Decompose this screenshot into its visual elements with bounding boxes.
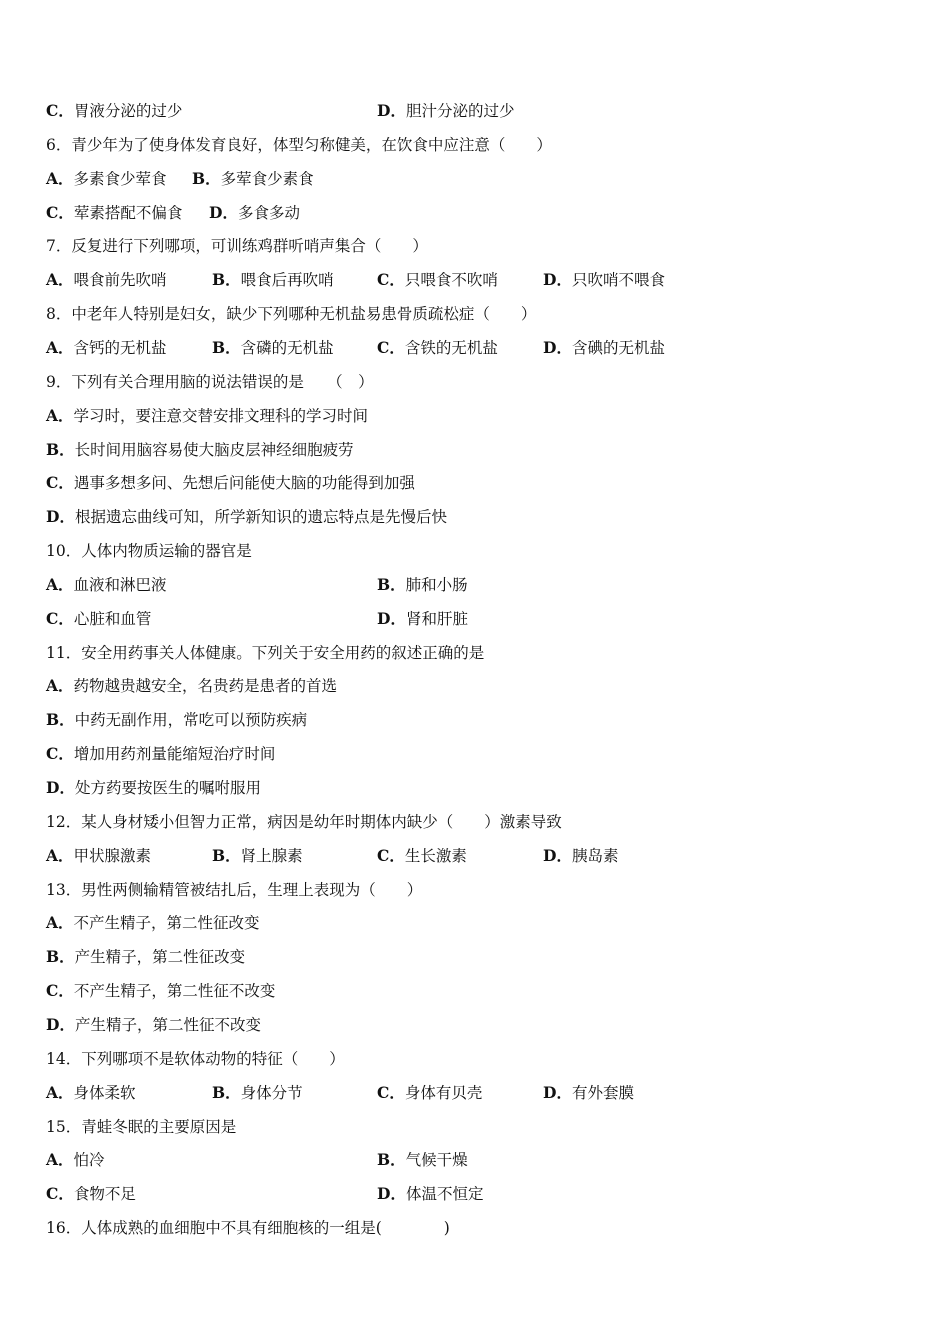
- option-text: 生长激素: [404, 846, 467, 865]
- question-text: 10．人体内物质运输的器官是: [46, 542, 252, 561]
- option-text: 喂食后再吹哨: [240, 271, 334, 290]
- question-text: 16．人体成熟的血细胞中不具有细胞核的一组是( ): [46, 1219, 450, 1238]
- question-text: 9．下列有关合理用脑的说法错误的是 （ ）: [46, 372, 374, 391]
- answer-option[interactable]: [46, 167, 167, 191]
- answer-option[interactable]: [377, 1182, 483, 1206]
- question-text: 7．反复进行下列哪项，可训练鸡群听哨声集合（ ）: [46, 237, 428, 256]
- option-letter: B．: [212, 1082, 241, 1102]
- option-text: 含碘的无机盐: [571, 338, 665, 357]
- answer-option[interactable]: [377, 268, 498, 292]
- question-text: 13．男性两侧输精管被结扎后，生理上表现为（ ）: [46, 880, 423, 899]
- option-text: 增加用药剂量能缩短治疗时间: [73, 745, 276, 764]
- question-stem: [46, 133, 552, 157]
- answer-option[interactable]: [46, 708, 307, 732]
- option-text: 血液和淋巴液: [73, 575, 167, 594]
- option-letter: C．: [46, 1184, 74, 1204]
- option-text: 多食多动: [237, 203, 300, 222]
- answer-option[interactable]: [212, 844, 303, 868]
- answer-option[interactable]: [46, 776, 261, 800]
- question-stem: [46, 1115, 236, 1139]
- answer-option[interactable]: [377, 336, 498, 360]
- option-text: 产生精子，第二性征不改变: [74, 1015, 261, 1034]
- option-text: 含钙的无机盐: [73, 338, 167, 357]
- answer-option[interactable]: [377, 607, 468, 631]
- option-text: 体温不恒定: [405, 1185, 484, 1204]
- option-text: 多荤食少素食: [220, 169, 314, 188]
- option-text: 怕冷: [73, 1151, 105, 1170]
- question-text: 11．安全用药事关人体健康。下列关于安全用药的叙述正确的是: [46, 643, 485, 662]
- option-letter: B．: [212, 337, 241, 357]
- option-letter: B．: [212, 270, 241, 290]
- option-letter: D．: [46, 778, 75, 797]
- question-stem: [46, 1216, 450, 1240]
- answer-option[interactable]: [46, 607, 151, 631]
- answer-option[interactable]: [212, 1081, 303, 1105]
- option-text: 处方药要按医生的嘱咐服用: [74, 779, 261, 797]
- option-letter: D．: [46, 1014, 75, 1034]
- option-text: 多素食少荤食: [73, 169, 167, 188]
- option-letter: C．: [377, 337, 405, 357]
- option-letter: B．: [46, 947, 75, 967]
- option-letter: D．: [543, 337, 572, 357]
- answer-option[interactable]: [46, 471, 415, 495]
- answer-option[interactable]: [212, 268, 334, 292]
- question-text: 8．中老年人特别是妇女，缺少下列哪种无机盐易患骨质疏松症（ ）: [46, 305, 537, 324]
- answer-option[interactable]: [192, 167, 314, 191]
- option-letter: B．: [192, 168, 221, 188]
- question-text: 15．青蛙冬眠的主要原因是: [46, 1117, 237, 1136]
- option-text: 中药无副作用，常吃可以预防疾病: [74, 711, 308, 730]
- option-letter: C．: [46, 608, 74, 628]
- answer-option[interactable]: [46, 911, 260, 935]
- answer-option[interactable]: [543, 336, 665, 360]
- option-text: 学习时，要注意交替安排文理科的学习时间: [73, 406, 369, 425]
- answer-option[interactable]: [46, 1081, 136, 1105]
- option-letter: A．: [46, 845, 74, 865]
- answer-option[interactable]: [46, 1148, 105, 1172]
- option-text: 心脏和血管: [73, 609, 152, 628]
- option-letter: A．: [46, 405, 74, 425]
- option-letter: D．: [543, 845, 572, 865]
- option-text: 只吹哨不喂食: [571, 271, 665, 290]
- question-stem: [46, 1047, 345, 1071]
- answer-option[interactable]: [46, 1182, 136, 1206]
- question-stem: [46, 878, 422, 902]
- answer-option[interactable]: [46, 201, 182, 225]
- option-letter: A．: [46, 337, 74, 357]
- option-letter: A．: [46, 270, 74, 290]
- option-text: 胆汁分泌的过少: [405, 102, 515, 120]
- option-letter: A．: [46, 1082, 74, 1102]
- answer-option[interactable]: [377, 1148, 468, 1172]
- answer-option[interactable]: [46, 505, 447, 529]
- option-text: 胃液分泌的过少: [73, 102, 183, 120]
- answer-option[interactable]: [209, 201, 300, 225]
- option-letter: D．: [543, 1082, 572, 1102]
- option-letter: C．: [46, 101, 74, 120]
- option-letter: C．: [377, 1082, 405, 1102]
- option-text: 荤素搭配不偏食: [73, 203, 183, 222]
- answer-option[interactable]: [46, 404, 368, 428]
- answer-option[interactable]: [46, 742, 275, 766]
- answer-option[interactable]: [46, 979, 275, 1003]
- question-stem: [46, 370, 374, 394]
- option-letter: C．: [377, 270, 405, 290]
- option-text: 有外套膜: [571, 1083, 634, 1102]
- option-text: 产生精子，第二性征改变: [74, 948, 246, 967]
- question-text: 6．青少年为了使身体发育良好，体型匀称健美，在饮食中应注意（ ）: [46, 135, 552, 154]
- option-letter: D．: [543, 270, 572, 290]
- answer-option[interactable]: [543, 1081, 634, 1105]
- answer-option[interactable]: [46, 674, 337, 698]
- answer-option[interactable]: [46, 438, 354, 462]
- answer-option[interactable]: [543, 844, 618, 868]
- option-letter: D．: [209, 202, 238, 222]
- option-letter: A．: [46, 913, 74, 933]
- answer-option[interactable]: [212, 336, 334, 360]
- option-letter: B．: [377, 1150, 406, 1170]
- question-stem: [46, 641, 484, 665]
- option-text: 不产生精子，第二性征不改变: [73, 982, 276, 1001]
- answer-option[interactable]: [543, 268, 665, 292]
- option-text: 肺和小肠: [405, 575, 468, 594]
- answer-option[interactable]: [377, 1081, 482, 1105]
- question-stem: [46, 810, 562, 834]
- option-text: 甲状腺激素: [73, 846, 152, 865]
- option-text: 气候干燥: [405, 1151, 468, 1170]
- option-letter: A．: [46, 574, 74, 594]
- question-stem: [46, 302, 536, 326]
- option-text: 身体分节: [240, 1083, 303, 1102]
- answer-option[interactable]: [46, 573, 167, 597]
- option-letter: D．: [377, 101, 406, 120]
- question-stem: [46, 539, 252, 563]
- answer-option[interactable]: [46, 268, 167, 292]
- option-letter: C．: [46, 202, 74, 222]
- option-text: 肾上腺素: [240, 846, 303, 865]
- option-text: 肾和肝脏: [405, 609, 468, 628]
- option-letter: D．: [377, 1184, 406, 1204]
- option-letter: B．: [377, 574, 406, 594]
- question-stem: [46, 234, 428, 258]
- answer-option[interactable]: [377, 844, 467, 868]
- option-text: 根据遗忘曲线可知，所学新知识的遗忘特点是先慢后快: [74, 508, 447, 527]
- option-text: 药物越贵越安全，名贵药是患者的首选: [73, 677, 338, 696]
- option-letter: A．: [46, 1150, 74, 1170]
- option-letter: C．: [46, 981, 74, 1001]
- answer-option[interactable]: [46, 336, 167, 360]
- answer-option[interactable]: [46, 1013, 261, 1037]
- option-text: 胰岛素: [571, 846, 619, 865]
- answer-option[interactable]: [46, 844, 151, 868]
- option-text: 长时间用脑容易使大脑皮层神经细胞疲劳: [74, 440, 354, 459]
- answer-option[interactable]: [377, 573, 468, 597]
- answer-option[interactable]: [46, 945, 245, 969]
- option-text: 含磷的无机盐: [240, 338, 334, 357]
- option-text: 喂食前先吹哨: [73, 271, 167, 290]
- answer-option[interactable]: [377, 99, 514, 123]
- option-letter: C．: [46, 473, 74, 493]
- option-text: 含铁的无机盐: [404, 338, 498, 357]
- option-text: 身体柔软: [73, 1083, 136, 1102]
- option-letter: D．: [377, 608, 406, 628]
- option-text: 只喂食不吹哨: [404, 271, 498, 290]
- option-letter: B．: [46, 710, 75, 730]
- option-letter: B．: [212, 845, 241, 865]
- option-letter: C．: [46, 744, 74, 764]
- option-letter: B．: [46, 439, 75, 459]
- question-text: 14．下列哪项不是软体动物的特征（ ）: [46, 1049, 345, 1068]
- option-letter: A．: [46, 168, 74, 188]
- question-text: 12．某人身材矮小但智力正常，病因是幼年时期体内缺少（ ）激素导致: [46, 812, 562, 831]
- option-text: 不产生精子，第二性征改变: [73, 914, 260, 933]
- answer-option[interactable]: [46, 99, 182, 123]
- option-letter: C．: [377, 845, 405, 865]
- option-text: 遇事多想多问、先想后问能使大脑的功能得到加强: [73, 474, 415, 493]
- option-letter: A．: [46, 676, 74, 696]
- option-letter: D．: [46, 507, 75, 527]
- option-text: 身体有贝壳: [404, 1083, 483, 1102]
- option-text: 食物不足: [73, 1185, 136, 1204]
